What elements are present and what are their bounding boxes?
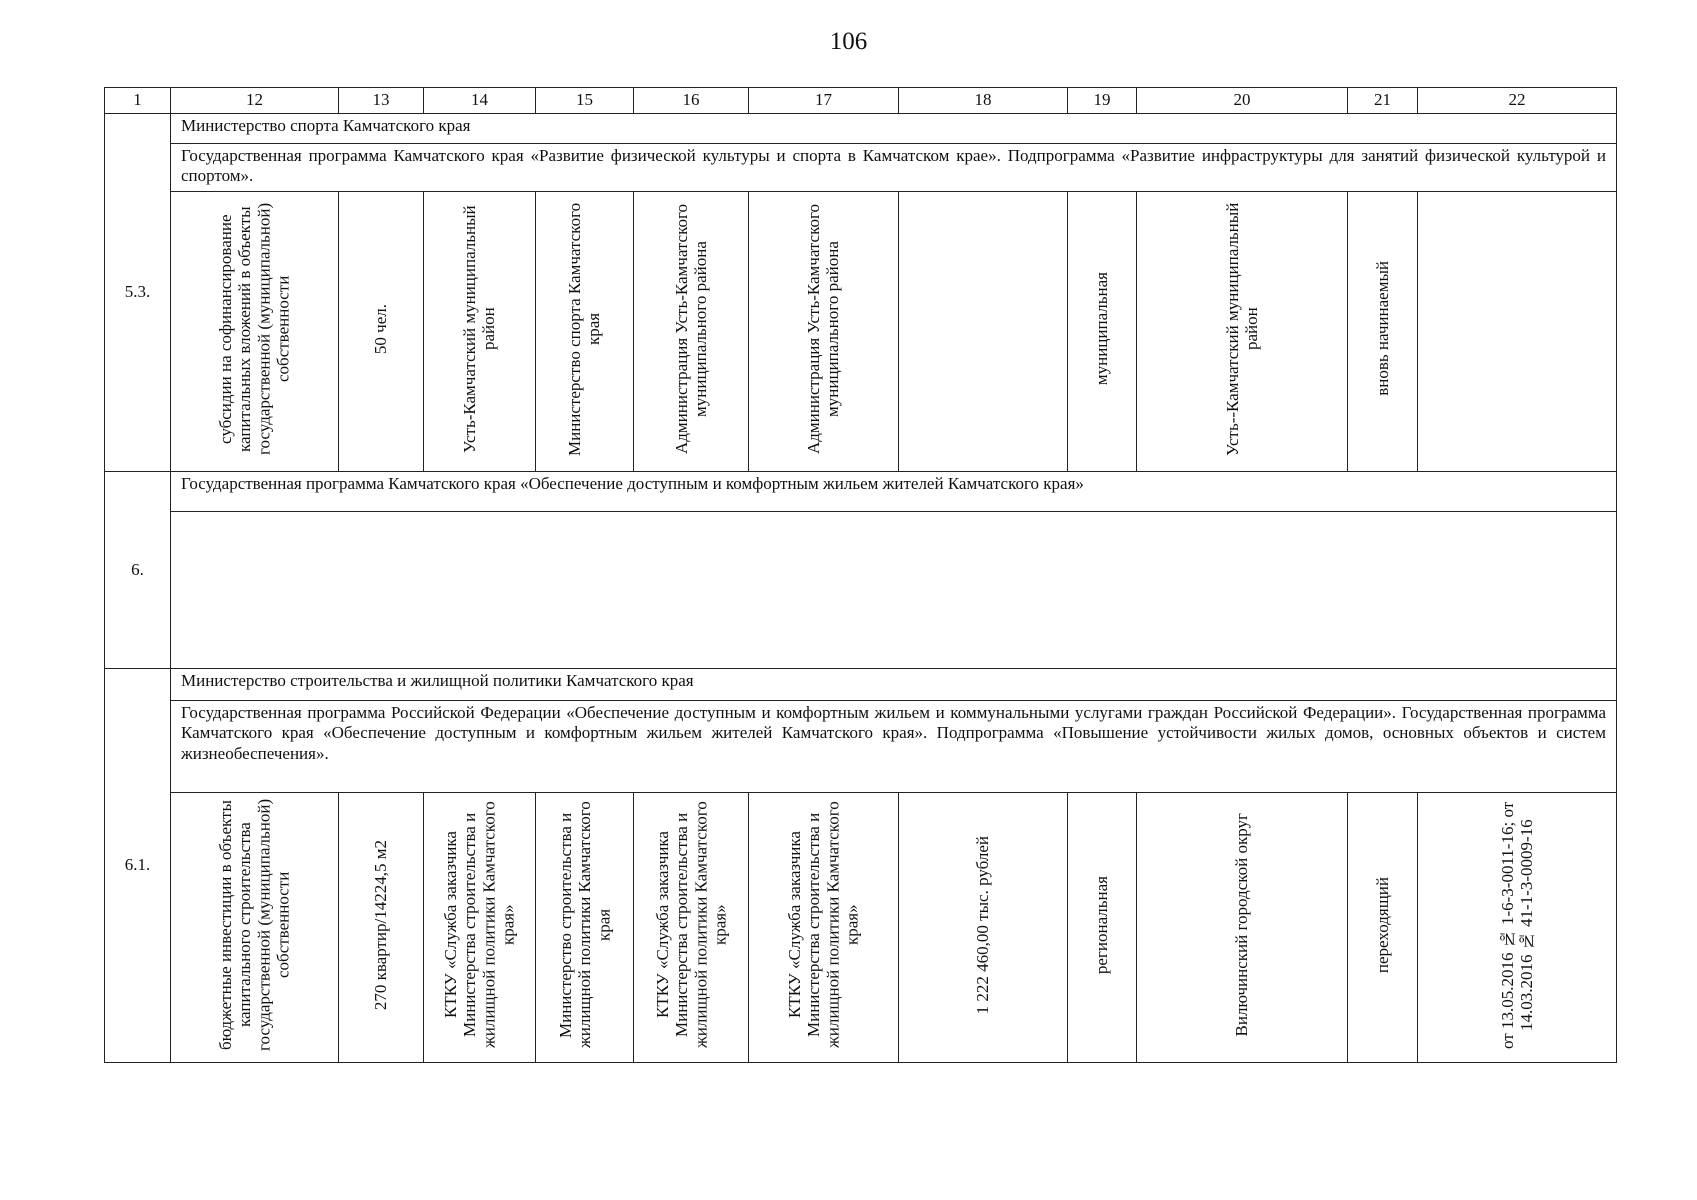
funding-type-cell: субсидии на софинансирование капитальных вложений в объекты государственной (муниципальной) собственности: [216, 202, 293, 455]
empty-cell: [171, 512, 1617, 669]
table-row: [105, 192, 1617, 472]
ministry-row: [105, 669, 1617, 701]
row-number: 5.3.: [105, 114, 171, 472]
ministry-name: Министерство строительства и жилищной политики Камчатского края: [171, 669, 1617, 701]
row-number: 6.: [105, 472, 171, 669]
ownership-cell: региональная: [1092, 875, 1112, 974]
column-header: 19: [1068, 88, 1137, 114]
column-header: 20: [1137, 88, 1348, 114]
table-row: [105, 793, 1617, 1063]
column-header: 22: [1418, 88, 1617, 114]
page-number: 106: [829, 28, 868, 55]
location-cell: КТКУ «Служба заказчика Министерства строительства и жилищной политики Камчатского края»: [441, 801, 518, 1049]
program-name: Государственная программа Камчатского края «Обеспечение доступным и комфортным жильем жителей Камчатского края»: [171, 472, 1617, 512]
capacity-cell: 50 чел.: [371, 303, 391, 354]
cost-cell: 1 222 460,00 тыс. рублей: [973, 835, 993, 1014]
program-row: [105, 144, 1617, 192]
customer-cell: КТКУ «Служба заказчика Министерства строительства и жилищной политики Камчатского края»: [652, 801, 730, 1049]
program-row: [105, 472, 1617, 512]
program-name: Государственная программа Камчатского края «Развитие физической культуры и спорта в Камчатском крае». Подпрограмма «Развитие инфраструктуры для занятий физической культурой и спортом».: [171, 144, 1617, 192]
row-number: 6.1.: [105, 669, 171, 1063]
empty-row: [105, 512, 1617, 669]
column-header: 13: [339, 88, 424, 114]
location-cell: Усть-Камчатский муниципальный район: [460, 204, 499, 453]
ministry-row: [105, 114, 1617, 144]
customer-cell: Администрация Усть-Камчатского муниципального района: [671, 203, 710, 454]
ownership-cell: муниципальная: [1092, 272, 1112, 386]
column-header: 21: [1348, 88, 1418, 114]
program-row: [105, 701, 1617, 793]
developer-cell: КТКУ «Служба заказчика Министерства строительства и жилищной политики Камчатского края»: [785, 801, 862, 1049]
column-header-row: [105, 88, 1617, 114]
column-header: 15: [536, 88, 634, 114]
responsible-cell: Министерство спорта Камчатского края: [565, 202, 604, 456]
expertise-cell: от 13.05.2016 № 1-6-3-0011-16; от 14.03.2016 № 41-1-3-0009-16: [1497, 801, 1536, 1049]
municipality-cell: Усть--Камчатский муниципальный район: [1222, 202, 1261, 456]
column-header: 18: [899, 88, 1068, 114]
program-name: Государственная программа Российской Федерации «Обеспечение доступным и комфортным жильем и коммунальными услугами граждан Российской Федерации». Государственная программа Камчатского края «Обеспечение доступным и комфортным жильем жителей Камчатского края». Подпрограмма «Повышение устойчивости жилых домов, основных объектов и систем жизнеобеспечения».: [171, 701, 1617, 793]
ministry-name: Министерство спорта Камчатского края: [171, 114, 1617, 144]
developer-cell: Администрация Усть-Камчатского муниципального района: [804, 203, 843, 454]
column-header: 17: [749, 88, 899, 114]
column-header: 16: [634, 88, 749, 114]
responsible-cell: Министерство строительства и жилищной политики Камчатского края: [555, 801, 614, 1049]
column-header: 12: [171, 88, 339, 114]
status-cell: переходящий: [1372, 876, 1392, 973]
status-cell: вновь начинаемый: [1372, 261, 1392, 397]
funding-type-cell: бюджетные инвестиции в объекты капитального строительства государственной (муниципальной) собственности: [216, 798, 293, 1051]
capacity-cell: 270 квартир/14224,5 м2: [371, 839, 391, 1010]
municipality-cell: Вилючинский городской округ: [1232, 813, 1252, 1037]
column-header: 1: [105, 88, 171, 114]
data-table: [104, 87, 1617, 1063]
column-header: 14: [424, 88, 536, 114]
